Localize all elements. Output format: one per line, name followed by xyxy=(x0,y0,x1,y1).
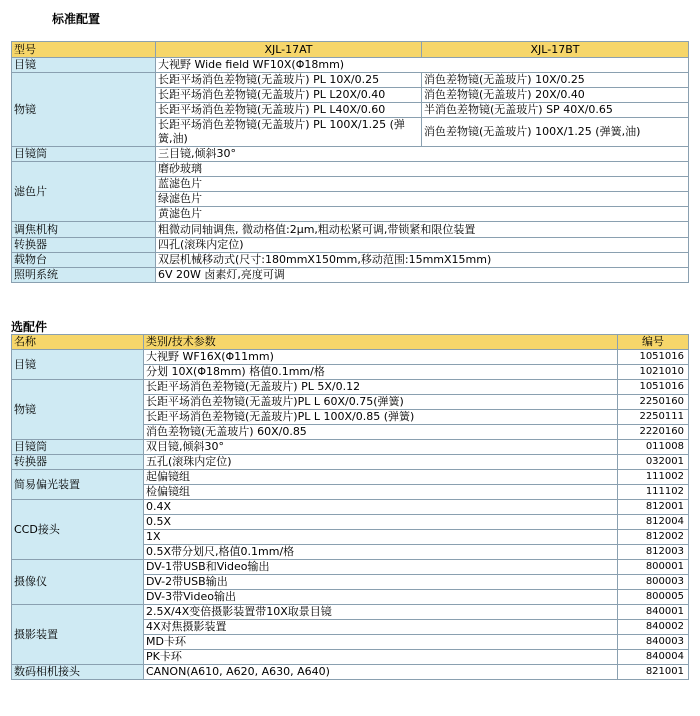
lighting-value: 6V 20W 卤素灯,亮度可调 xyxy=(156,268,689,283)
header-row xyxy=(12,42,689,58)
objective-a-cell: 长距平场消色差物镜(无盖玻片) PL 10X/0.25 xyxy=(156,73,422,88)
accessory-code: 2250160 xyxy=(618,395,689,410)
accessory-code: 011008 xyxy=(618,440,689,455)
accessory-code: 812004 xyxy=(618,515,689,530)
accessory-row xyxy=(12,605,689,620)
accessory-spec: 分划 10X(Φ18mm) 格值0.1mm/格 xyxy=(144,365,618,380)
accessory-code: 821001 xyxy=(618,665,689,680)
filter-item: 黄滤色片 xyxy=(156,207,689,222)
eyepiece-value: 大视野 Wide field WF10X(Φ18mm) xyxy=(156,58,689,73)
accessory-code: 111002 xyxy=(618,470,689,485)
accessory-group-label: 数码相机接头 xyxy=(12,665,144,680)
tube-label: 目镜筒 xyxy=(12,147,156,162)
accessory-spec: MD卡环 xyxy=(144,635,618,650)
accessory-spec: 2.5X/4X变倍摄影装置带10X取景目镜 xyxy=(144,605,618,620)
header-row xyxy=(12,335,689,350)
accessory-row xyxy=(12,500,689,515)
eyepiece-row xyxy=(12,58,689,73)
focus-row xyxy=(12,222,689,238)
converter-row xyxy=(12,238,689,253)
accessory-code: 800003 xyxy=(618,575,689,590)
accessory-code: 812002 xyxy=(618,530,689,545)
stage-value: 双层机械移动式(尺寸:180mmX150mm,移动范围:15mmX15mm) xyxy=(156,253,689,268)
objective-b-cell: 消色差物镜(无盖玻片) 100X/1.25 (弹簧,油) xyxy=(422,118,689,147)
accessory-code: 111102 xyxy=(618,485,689,500)
stage-label: 载物台 xyxy=(12,253,156,268)
accessory-group-label: CCD接头 xyxy=(12,500,144,560)
accessory-code: 800001 xyxy=(618,560,689,575)
accessory-group-label: 目镜筒 xyxy=(12,440,144,455)
standard-config-title: 标准配置 xyxy=(52,12,101,26)
stage-row xyxy=(12,253,689,268)
filter-label: 滤色片 xyxy=(12,162,156,222)
accessory-spec: DV-1带USB和Video输出 xyxy=(144,560,618,575)
accessory-spec: 0.5X带分划尺,格值0.1mm/格 xyxy=(144,545,618,560)
accessory-group-label: 摄像仪 xyxy=(12,560,144,605)
accessory-code: 840002 xyxy=(618,620,689,635)
accessory-spec: 消色差物镜(无盖玻片) 60X/0.85 xyxy=(144,425,618,440)
accessory-row xyxy=(12,455,689,470)
accessory-code: 812003 xyxy=(618,545,689,560)
model-a-header: XJL-17AT xyxy=(156,42,422,58)
name-header: 名称 xyxy=(12,335,144,350)
accessory-group-label: 目镜 xyxy=(12,350,144,380)
lighting-label: 照明系统 xyxy=(12,268,156,283)
accessory-spec: 大视野 WF16X(Φ11mm) xyxy=(144,350,618,365)
accessory-group-label: 物镜 xyxy=(12,380,144,440)
optional-accessories-title: 选配件 xyxy=(11,320,48,334)
accessory-code: 840003 xyxy=(618,635,689,650)
accessory-code: 812001 xyxy=(618,500,689,515)
accessory-spec: 起偏镜组 xyxy=(144,470,618,485)
accessory-spec: 检偏镜组 xyxy=(144,485,618,500)
accessory-spec: 双目镜,倾斜30° xyxy=(144,440,618,455)
filter-item: 蓝滤色片 xyxy=(156,177,689,192)
accessory-spec: DV-3带Video输出 xyxy=(144,590,618,605)
filter-item: 磨砂玻璃 xyxy=(156,162,689,177)
accessory-code: 1051016 xyxy=(618,380,689,395)
accessory-code: 1021010 xyxy=(618,365,689,380)
accessory-spec: 1X xyxy=(144,530,618,545)
accessory-spec: DV-2带USB输出 xyxy=(144,575,618,590)
accessory-group-label: 简易偏光装置 xyxy=(12,470,144,500)
objective-a-cell: 长距平场消色差物镜(无盖玻片) PL 100X/1.25 (弹簧,油) xyxy=(156,118,422,147)
filter-item: 绿滤色片 xyxy=(156,192,689,207)
optional-accessories-table xyxy=(11,334,689,680)
code-header: 编号 xyxy=(618,335,689,350)
spec-header: 类别/技术参数 xyxy=(144,335,618,350)
accessory-code: 2220160 xyxy=(618,425,689,440)
eyepiece-label: 目镜 xyxy=(12,58,156,73)
converter-label: 转换器 xyxy=(12,238,156,253)
standard-config-table xyxy=(11,41,689,283)
tube-value: 三目镜,倾斜30° xyxy=(156,147,689,162)
accessory-code: 032001 xyxy=(618,455,689,470)
accessory-spec: 长距平场消色差物镜(无盖玻片)PL L 100X/0.85 (弹簧) xyxy=(144,410,618,425)
accessory-spec: 0.5X xyxy=(144,515,618,530)
objective-b-cell: 半消色差物镜(无盖玻片) SP 40X/0.65 xyxy=(422,103,689,118)
accessory-spec: 长距平场消色差物镜(无盖玻片) PL 5X/0.12 xyxy=(144,380,618,395)
accessory-row xyxy=(12,350,689,365)
accessory-row xyxy=(12,560,689,575)
accessory-row xyxy=(12,380,689,395)
accessory-spec: 五孔(滚珠内定位) xyxy=(144,455,618,470)
model-b-header: XJL-17BT xyxy=(422,42,689,58)
accessory-spec: 4X对焦摄影装置 xyxy=(144,620,618,635)
accessory-row xyxy=(12,665,689,680)
filter-row xyxy=(12,162,689,177)
objective-row xyxy=(12,73,689,88)
accessory-spec: CANON(A610, A620, A630, A640) xyxy=(144,665,618,680)
optional-accessories-body xyxy=(12,335,689,680)
accessory-spec: PK卡环 xyxy=(144,650,618,665)
accessory-spec: 0.4X xyxy=(144,500,618,515)
accessory-code: 1051016 xyxy=(618,350,689,365)
accessory-spec: 长距平场消色差物镜(无盖玻片)PL L 60X/0.75(弹簧) xyxy=(144,395,618,410)
model-header: 型号 xyxy=(12,42,156,58)
focus-label: 调焦机构 xyxy=(12,222,156,238)
objective-b-cell: 消色差物镜(无盖玻片) 10X/0.25 xyxy=(422,73,689,88)
accessory-code: 840001 xyxy=(618,605,689,620)
accessory-group-label: 转换器 xyxy=(12,455,144,470)
accessory-code: 2250111 xyxy=(618,410,689,425)
objective-b-cell: 消色差物镜(无盖玻片) 20X/0.40 xyxy=(422,88,689,103)
converter-value: 四孔(滚珠内定位) xyxy=(156,238,689,253)
objective-label: 物镜 xyxy=(12,73,156,147)
objective-a-cell: 长距平场消色差物镜(无盖玻片) PL L40X/0.60 xyxy=(156,103,422,118)
accessory-code: 800005 xyxy=(618,590,689,605)
accessory-row xyxy=(12,470,689,485)
tube-row xyxy=(12,147,689,162)
accessory-group-label: 摄影装置 xyxy=(12,605,144,665)
focus-value: 粗微动同轴调焦, 微动格值:2μm,粗动松紧可调,带锁紧和限位装置 xyxy=(156,222,689,238)
lighting-row xyxy=(12,268,689,283)
accessory-row xyxy=(12,440,689,455)
objective-a-cell: 长距平场消色差物镜(无盖玻片) PL L20X/0.40 xyxy=(156,88,422,103)
accessory-code: 840004 xyxy=(618,650,689,665)
